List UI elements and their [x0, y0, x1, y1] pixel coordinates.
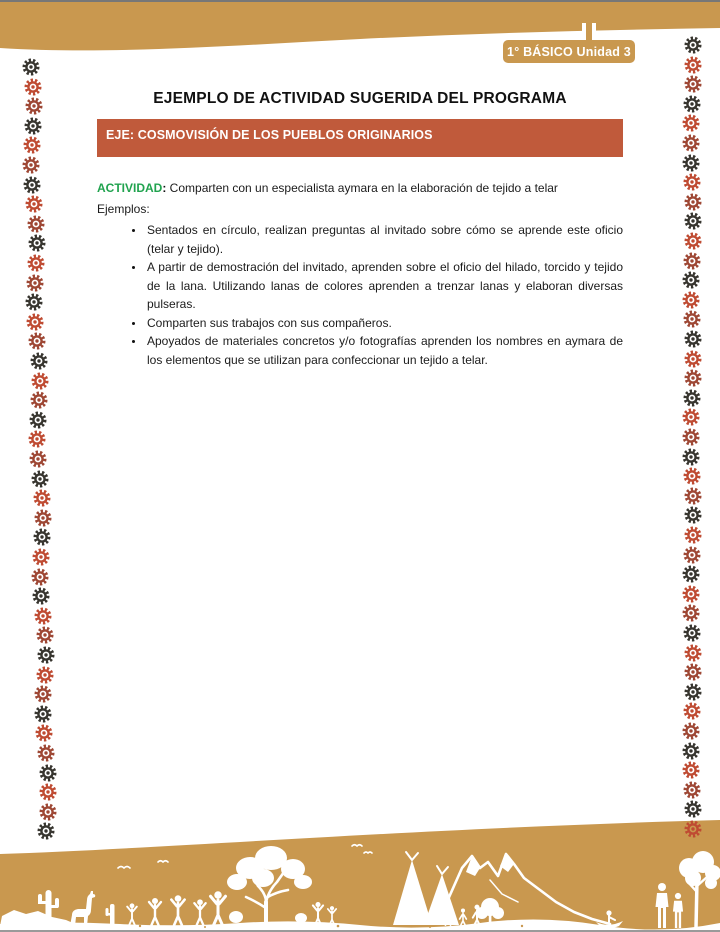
- gear-ornament-icon: [27, 331, 47, 351]
- activity-paragraph: [97, 179, 623, 198]
- gear-ornament-icon: [38, 763, 58, 783]
- gear-ornament-icon: [26, 214, 46, 234]
- gear-ornament-icon: [681, 603, 701, 623]
- gear-ornament-icon: [34, 723, 54, 743]
- gear-ornament-icon: [682, 623, 702, 643]
- gear-ornament-icon: [681, 407, 701, 427]
- gear-ornament-icon: [683, 211, 703, 231]
- gear-ornament-icon: [36, 743, 56, 763]
- gear-ornament-icon: [683, 74, 703, 94]
- gear-ornament-icon: [33, 508, 53, 528]
- gear-ornament-icon: [682, 94, 702, 114]
- gear-ornament-icon: [682, 309, 702, 329]
- gear-ornament-icon: [682, 545, 702, 565]
- gear-ornament-icon: [35, 625, 55, 645]
- gear-ornament-icon: [26, 253, 46, 273]
- gear-ornament-icon: [683, 525, 703, 545]
- gear-ornament-icon: [682, 172, 702, 192]
- gear-ornament-icon: [33, 606, 53, 626]
- activity-separator: :: [162, 181, 167, 195]
- eje-banner: [97, 119, 623, 157]
- bullet-item: • Sentados en círculo, realizan preguntas al invitado sobre cómo se aprende este oficio (telar y tejido).: [145, 221, 623, 258]
- unit-badge-label: 1° BÁSICO Unidad 3: [507, 44, 631, 59]
- activity-text: Comparten con un especialista aymara en la elaboración de tejido a telar: [166, 181, 558, 195]
- gear-ornament-icon: [32, 488, 52, 508]
- gear-ornament-icon: [683, 231, 703, 251]
- gear-ornament-icon: [25, 273, 45, 293]
- gear-ornament-icon: [681, 427, 701, 447]
- footer-band: [0, 820, 720, 932]
- gear-ornament-icon: [681, 133, 701, 153]
- gear-ornament-icon: [683, 192, 703, 212]
- gear-ornament-icon: [681, 721, 701, 741]
- gear-ornament-icon: [38, 782, 58, 802]
- gear-ornament-icon: [24, 292, 44, 312]
- gear-ornament-icon: [24, 194, 44, 214]
- bullet-item: • Apoyados de materiales concretos y/o fotografías aprenden los nombres en aymara de los elementos que se utilizan para confeccionar un tejido a telar.: [145, 332, 623, 369]
- gear-ornament-icon: [681, 564, 701, 584]
- gear-ornament-icon: [25, 312, 45, 332]
- gear-ornament-icon: [681, 290, 701, 310]
- gear-ornament-icon: [33, 684, 53, 704]
- gear-ornament-icon: [682, 466, 702, 486]
- gear-ornament-icon: [31, 586, 51, 606]
- gear-ornament-icon: [30, 567, 50, 587]
- gear-ornament-icon: [38, 802, 58, 822]
- gear-ornament-icon: [681, 760, 701, 780]
- gear-ornament-icon: [36, 645, 56, 665]
- gear-ornament-icon: [683, 349, 703, 369]
- gear-ornament-icon: [27, 233, 47, 253]
- content-area: [97, 90, 623, 369]
- gear-ornament-icon: [22, 175, 42, 195]
- gear-ornament-icon: [32, 527, 52, 547]
- gear-ornament-icon: [683, 799, 703, 819]
- gear-ornament-icon: [683, 662, 703, 682]
- gear-ornament-icon: [681, 270, 701, 290]
- gear-ornament-icon: [29, 351, 49, 371]
- gear-ornament-icon: [681, 584, 701, 604]
- gear-ornament-icon: [681, 113, 701, 133]
- gear-ornament-icon: [682, 251, 702, 271]
- gear-ornament-icon: [682, 701, 702, 721]
- gear-ornament-icon: [35, 665, 55, 685]
- gear-ornament-icon: [681, 447, 701, 467]
- gear-ornament-icon: [681, 153, 701, 173]
- gear-ornament-icon: [30, 469, 50, 489]
- gear-ornament-icon: [27, 429, 47, 449]
- gear-ornament-icon: [29, 390, 49, 410]
- examples-label: Ejemplos:: [97, 201, 150, 216]
- gear-ornament-icon: [683, 682, 703, 702]
- gear-ornament-icon: [30, 371, 50, 391]
- gear-ornament-icon: [24, 96, 44, 116]
- gear-ornament-icon: [31, 547, 51, 567]
- gear-ornament-icon: [28, 449, 48, 469]
- gear-ornament-icon: [22, 135, 42, 155]
- unit-badge: [503, 40, 635, 63]
- gear-ornament-icon: [683, 368, 703, 388]
- activity-label: ACTIVIDAD: [97, 181, 163, 195]
- gear-ornament-icon: [683, 486, 703, 506]
- gear-ornament-icon: [21, 155, 41, 175]
- bullet-item: • A partir de demostración del invitado, aprenden sobre el oficio del hilado, torcido y tejido de la lana. Utilizando lanas de colores aprenden a trenzar lanas y elaboran diversas pulseras.: [145, 258, 623, 314]
- bullet-item: • Comparten sus trabajos con sus compañeros.: [145, 314, 623, 333]
- gear-ornament-icon: [23, 77, 43, 97]
- gear-ornament-icon: [683, 505, 703, 525]
- gear-ornament-icon: [682, 780, 702, 800]
- page-title: EJEMPLO DE ACTIVIDAD SUGERIDA DEL PROGRAMA: [153, 90, 567, 107]
- bullet-list: [97, 221, 623, 369]
- gear-ornament-icon: [683, 643, 703, 663]
- gear-ornament-icon: [28, 410, 48, 430]
- gear-ornament-icon: [681, 741, 701, 761]
- gear-ornament-icon: [23, 116, 43, 136]
- gear-ornament-icon: [682, 388, 702, 408]
- eje-banner-label: EJE: COSMOVISIÓN DE LOS PUEBLOS ORIGINARIOS: [106, 128, 433, 142]
- gear-ornament-icon: [683, 329, 703, 349]
- gear-ornament-icon: [33, 704, 53, 724]
